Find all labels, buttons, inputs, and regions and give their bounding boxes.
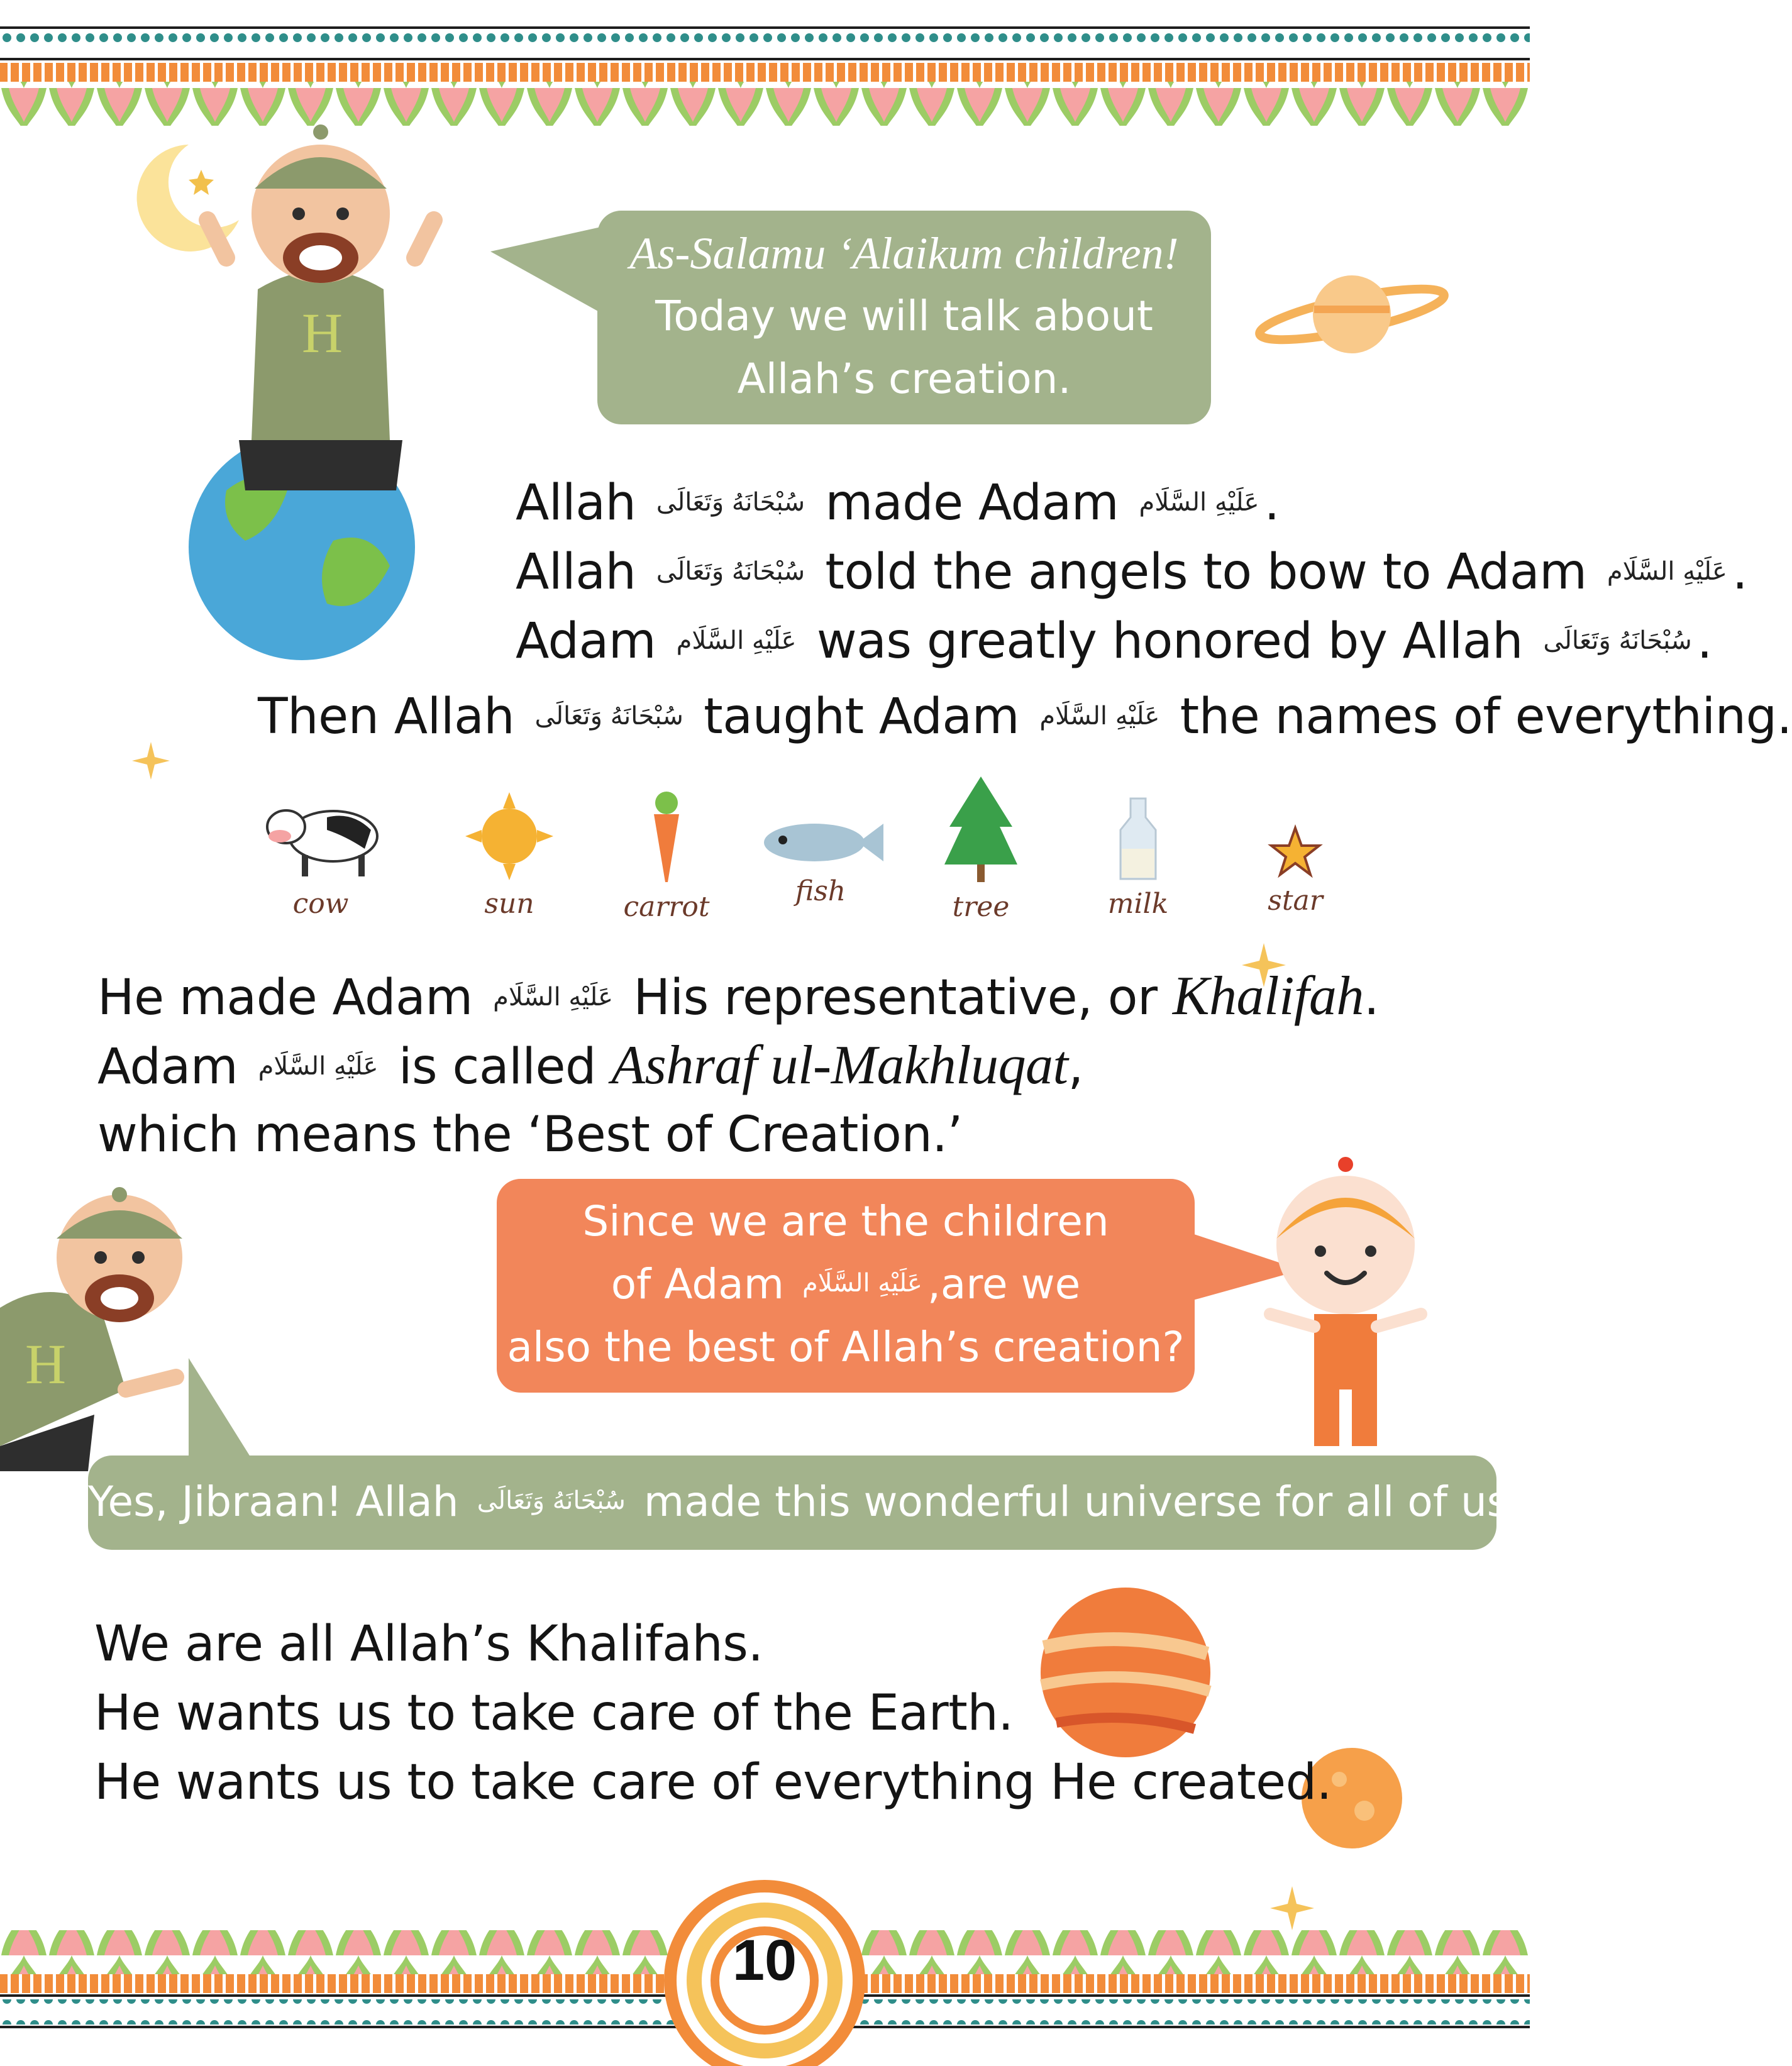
- vocab-label-carrot: carrot: [623, 891, 710, 923]
- vocab-fish: [751, 817, 890, 907]
- question-line-1: Since we are the children: [582, 1197, 1109, 1246]
- svg-text:H: H: [302, 302, 343, 365]
- svg-text:H: H: [25, 1334, 66, 1396]
- paragraph1-line1: Allah سُبْحَانَهُ وَتَعَالَى made Adam عَلَيْهِ السَّلَام .: [516, 475, 1280, 531]
- ashraf-term: Ashraf ul-Makhluqat: [611, 1035, 1068, 1096]
- jupiter-planet-icon: [1031, 1584, 1220, 1760]
- adam-honorific: عَلَيْهِ السَّلَام: [493, 982, 614, 1012]
- allah-honorific: سُبْحَانَهُ وَتَعَالَى: [1543, 626, 1692, 655]
- vocab-star: [1226, 827, 1364, 917]
- answer-line: Yes, Jibraan! Allah سُبْحَانَهُ وَتَعَالَى made this wonderful universe for all of us: [88, 1478, 1509, 1526]
- sparkle-star-icon: [1270, 1886, 1314, 1930]
- paragraph1-line3: Adam عَلَيْهِ السَّلَام was greatly honored by Allah سُبْحَانَهُ وَتَعَالَى .: [516, 613, 1713, 670]
- greeting-line-1: As-Salamu ‘Alaikum children!: [629, 228, 1179, 279]
- question-line-3: also the best of Allah’s creation?: [507, 1323, 1185, 1371]
- speech-bubble-tail: [490, 226, 604, 327]
- adam-honorific: عَلَيْهِ السَّلَام: [1039, 701, 1160, 731]
- saturn-planet-icon: [1251, 264, 1603, 365]
- greeting-line-2: Today we will talk about: [655, 292, 1153, 340]
- paragraph3-line3: He wants us to take care of everything He created.: [94, 1754, 1332, 1811]
- adam-honorific: عَلَيْهِ السَّلَام: [676, 626, 797, 655]
- vocab-label-cow: cow: [292, 888, 349, 920]
- paragraph3-line2: He wants us to take care of the Earth.: [94, 1685, 1014, 1742]
- paragraph1-line2: Allah سُبْحَانَهُ وَتَعَالَى told the angels to bow to Adam عَلَيْهِ السَّلَام .: [516, 544, 1748, 600]
- paragraph2-line2: Adam عَلَيْهِ السَّلَام is called Ashraf ul-Makhluqat,: [97, 1035, 1083, 1096]
- allah-honorific: سُبْحَانَهُ وَتَعَالَى: [477, 1486, 626, 1515]
- teacher-leaning-illustration: [0, 1182, 201, 1471]
- paragraph1-line4: Then Allah سُبْحَانَهُ وَتَعَالَى taught Adam عَلَيْهِ السَّلَام the names of everything.: [258, 688, 1792, 745]
- tree-icon: [943, 776, 1019, 883]
- adam-honorific: عَلَيْهِ السَّلَام: [1607, 556, 1727, 586]
- vocab-cow: [252, 792, 390, 920]
- teacher-answer-bubble: [88, 1456, 1509, 1550]
- sun-icon: [465, 792, 553, 880]
- child-jibraan-illustration: [1251, 1151, 1440, 1452]
- page-number: 10: [732, 1928, 797, 1992]
- vocab-tree: [912, 776, 1050, 923]
- vocab-label-tree: tree: [952, 891, 1010, 923]
- child-question-bubble: [497, 1179, 1195, 1393]
- paragraph2-line1: He made Adam عَلَيْهِ السَّلَام His representative, or Khalifah.: [97, 966, 1380, 1027]
- question-line-2: of Adam عَلَيْهِ السَّلَام ,are we: [611, 1260, 1081, 1308]
- teacher-greeting-bubble: [597, 211, 1211, 424]
- vocab-label-fish: fish: [795, 875, 846, 907]
- adam-honorific: عَلَيْهِ السَّلَام: [1139, 487, 1259, 517]
- vocab-milk: [1069, 798, 1207, 920]
- cow-icon: [258, 792, 384, 880]
- khalifah-term: Khalifah: [1172, 966, 1364, 1027]
- vocab-sun: [440, 792, 578, 920]
- teacher-on-globe-illustration: [176, 88, 465, 679]
- star-icon: [1270, 827, 1320, 877]
- allah-honorific: سُبْحَانَهُ وَتَعَالَى: [534, 701, 683, 731]
- allah-honorific: سُبْحَانَهُ وَتَعَالَى: [656, 556, 805, 586]
- adam-honorific: عَلَيْهِ السَّلَام: [802, 1268, 922, 1298]
- milk-icon: [1119, 798, 1157, 880]
- fish-icon: [758, 817, 883, 868]
- carrot-icon: [641, 789, 692, 883]
- vocab-carrot: [597, 789, 736, 923]
- sparkle-star-icon: [132, 742, 170, 780]
- paragraph3-line1: We are all Allah’s Khalifahs.: [94, 1616, 763, 1672]
- allah-honorific: سُبْحَانَهُ وَتَعَالَى: [656, 487, 805, 517]
- vocab-label-sun: sun: [484, 888, 534, 920]
- vocab-label-star: star: [1268, 885, 1323, 917]
- adam-honorific: عَلَيْهِ السَّلَام: [258, 1051, 379, 1081]
- speech-bubble-tail: [182, 1358, 258, 1459]
- vocab-label-milk: milk: [1107, 888, 1169, 920]
- greeting-line-3: Allah’s creation.: [737, 355, 1071, 403]
- paragraph2-line3: which means the ‘Best of Creation.’: [97, 1107, 963, 1163]
